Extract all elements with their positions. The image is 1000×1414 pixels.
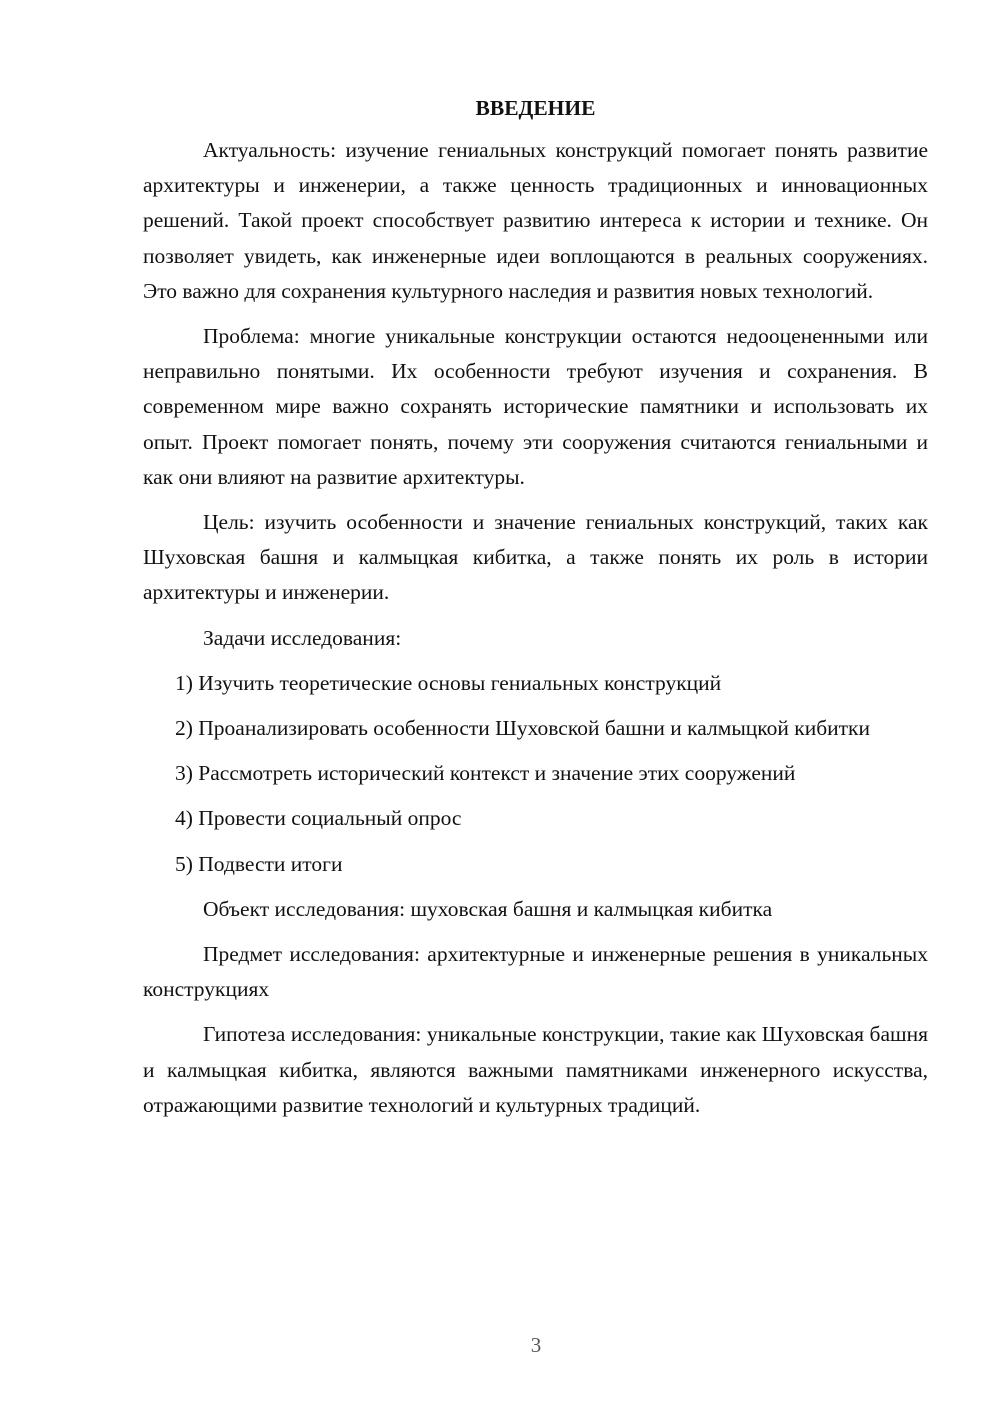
- list-item: 3) Рассмотреть исторический контекст и значение этих сооружений: [175, 761, 796, 786]
- page-title: ВВЕДЕНИЕ: [475, 96, 596, 120]
- page-number: 3: [530, 1333, 542, 1357]
- list-item: 1) Изучить теоретические основы гениальных конструкций: [175, 670, 722, 695]
- paragraph-tasks-heading: Задачи исследования:: [203, 625, 402, 650]
- paragraph-problem: Проблема: многие уникальные конструкции остаются недооцененными или неправильно понятыми. Их особенности требуют изучения и сохранения. В современном мире важно сохранять исторические памятники и использовать их опыт. Проект помогает понять, почему эти сооружения считаются гениальными и как они влияют на развитие архитектуры.: [143, 324, 928, 489]
- list-item: 2) Проанализировать особенности Шуховской башни и калмыцкой кибитки: [175, 716, 870, 741]
- paragraph-subject: Предмет исследования: архитектурные и инженерные решения в уникальных конструкциях: [143, 942, 928, 1002]
- page-content: [143, 93, 928, 1133]
- tasks-list: [143, 666, 928, 882]
- list-item: 4) Провести социальный опрос: [175, 806, 462, 831]
- paragraph-object: Объект исследования: шуховская башня и калмыцкая кибитка: [203, 896, 773, 921]
- list-item: 5) Подвести итоги: [175, 851, 343, 876]
- paragraph-hypothesis: Гипотеза исследования: уникальные конструкции, такие как Шуховская башня и калмыцкая кибитка, являются важными памятниками инженерного искусства, отражающими развитие технологий и культурных традиций.: [143, 1022, 928, 1117]
- paragraph-relevance: Актуальность: изучение гениальных конструкций помогает понять развитие архитектуры и инженерии, а также ценность традиционных и инновационных решений. Такой проект способствует развитию интереса к истории и технике. Он позволяет увидеть, как инженерные идеи воплощаются в реальных сооружениях. Это важно для сохранения культурного наследия и развития новых технологий.: [143, 138, 928, 303]
- paragraph-goal: Цель: изучить особенности и значение гениальных конструкций, таких как Шуховская башня и калмыцкая кибитка, а также понять их роль в истории архитектуры и инженерии.: [143, 510, 928, 605]
